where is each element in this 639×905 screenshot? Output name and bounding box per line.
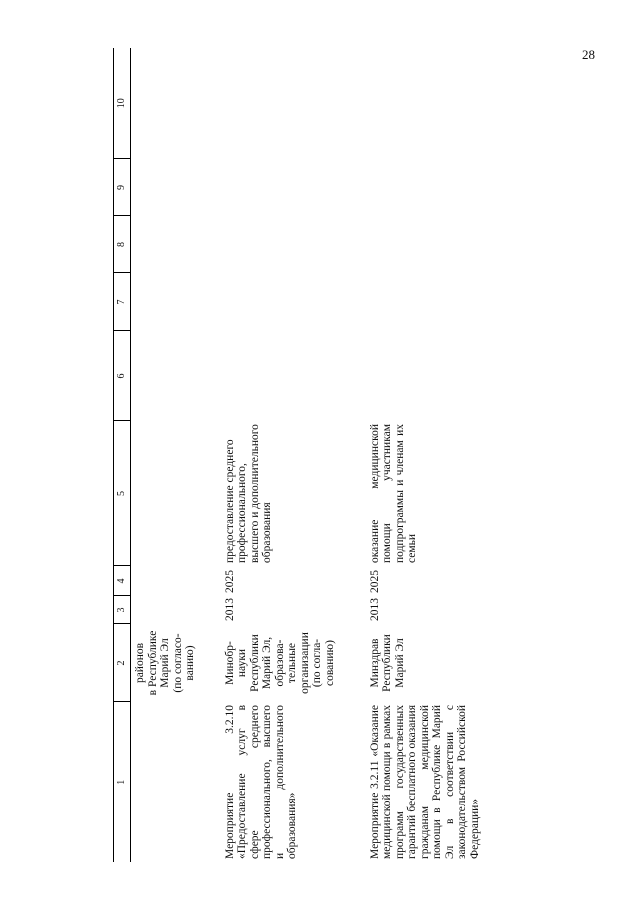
empty-cell — [221, 48, 366, 159]
table-row — [221, 48, 366, 862]
executor-line: (по согла- — [311, 638, 323, 688]
column-number: 9 — [114, 159, 131, 216]
column-number: 7 — [114, 273, 131, 331]
result-cell — [131, 421, 221, 566]
executor-line: Марий Эл — [393, 638, 406, 688]
executor-line: в Республике — [146, 630, 159, 696]
start-year-cell: 2013 — [223, 598, 236, 621]
executor-line: Минздрав — [368, 638, 381, 688]
empty-cell — [366, 48, 521, 159]
executor-line: Марий Эл, — [261, 636, 273, 690]
table-row — [366, 48, 521, 862]
end-year-cell: 2025 — [223, 570, 236, 593]
executor-line: организации — [298, 632, 311, 694]
empty-cell — [131, 331, 221, 421]
empty-cell — [221, 216, 366, 273]
header-row — [114, 48, 131, 862]
empty-cell — [366, 216, 521, 273]
table-row — [131, 48, 221, 862]
column-number: 2 — [114, 624, 131, 702]
table-container — [113, 48, 519, 862]
executor-line: (по согласо- — [171, 633, 184, 693]
end-year-cell: 2025 — [368, 570, 381, 593]
executor-line: Марий Эл — [159, 638, 171, 688]
result-cell: предоставление среднего профессионального, высшего и дополнительного образования — [223, 424, 273, 563]
executor-cell — [366, 624, 521, 702]
program-table — [113, 48, 521, 862]
start-year-cell: 2013 — [368, 598, 381, 621]
measure-cell: Мероприятие 3.2.10 «Предоставление услуг в сфере среднего профессионального, высшего и дополнительного образования» — [223, 705, 298, 859]
executor-line: районов — [134, 642, 146, 684]
start-year-cell — [131, 596, 221, 624]
empty-cell — [131, 216, 221, 273]
executor-line: Республики — [381, 634, 393, 692]
page-number: 28 — [582, 47, 595, 62]
executor-line: сованию) — [323, 640, 336, 686]
column-number: 4 — [114, 566, 131, 596]
empty-cell — [221, 273, 366, 331]
column-number: 10 — [114, 48, 131, 159]
end-year-cell — [131, 566, 221, 596]
executor-line: науки — [236, 648, 248, 678]
empty-cell — [366, 159, 521, 216]
empty-cell — [221, 331, 366, 421]
measure-cell — [131, 702, 221, 862]
column-number: 3 — [114, 596, 131, 624]
empty-cell — [131, 159, 221, 216]
executor-line: образова- — [273, 639, 286, 687]
empty-cell — [131, 48, 221, 159]
executor-line: тельные — [286, 642, 298, 684]
result-cell: оказание медицинской помощи участникам подпрограммы и членам их семьи — [368, 424, 418, 563]
executor-line: Республики — [248, 634, 261, 692]
measure-cell: Мероприятие 3.2.11 «Оказание медицинской помощи в рамках программ государственных гарантий бесплатного оказания гражданам медицинской помощи в Республике Марий Эл в соответствии с законодательством Российской Федерации» — [368, 705, 481, 859]
empty-cell — [366, 331, 521, 421]
executor-line: ванию) — [184, 645, 196, 681]
executor-line: Минобр- — [223, 641, 236, 685]
empty-cell — [221, 159, 366, 216]
empty-cell — [366, 273, 521, 331]
column-number: 6 — [114, 331, 131, 421]
executor-cell — [221, 624, 366, 702]
column-number: 1 — [114, 702, 131, 862]
executor-cell — [131, 624, 221, 702]
empty-cell — [131, 273, 221, 331]
column-number: 5 — [114, 421, 131, 566]
column-number: 8 — [114, 216, 131, 273]
